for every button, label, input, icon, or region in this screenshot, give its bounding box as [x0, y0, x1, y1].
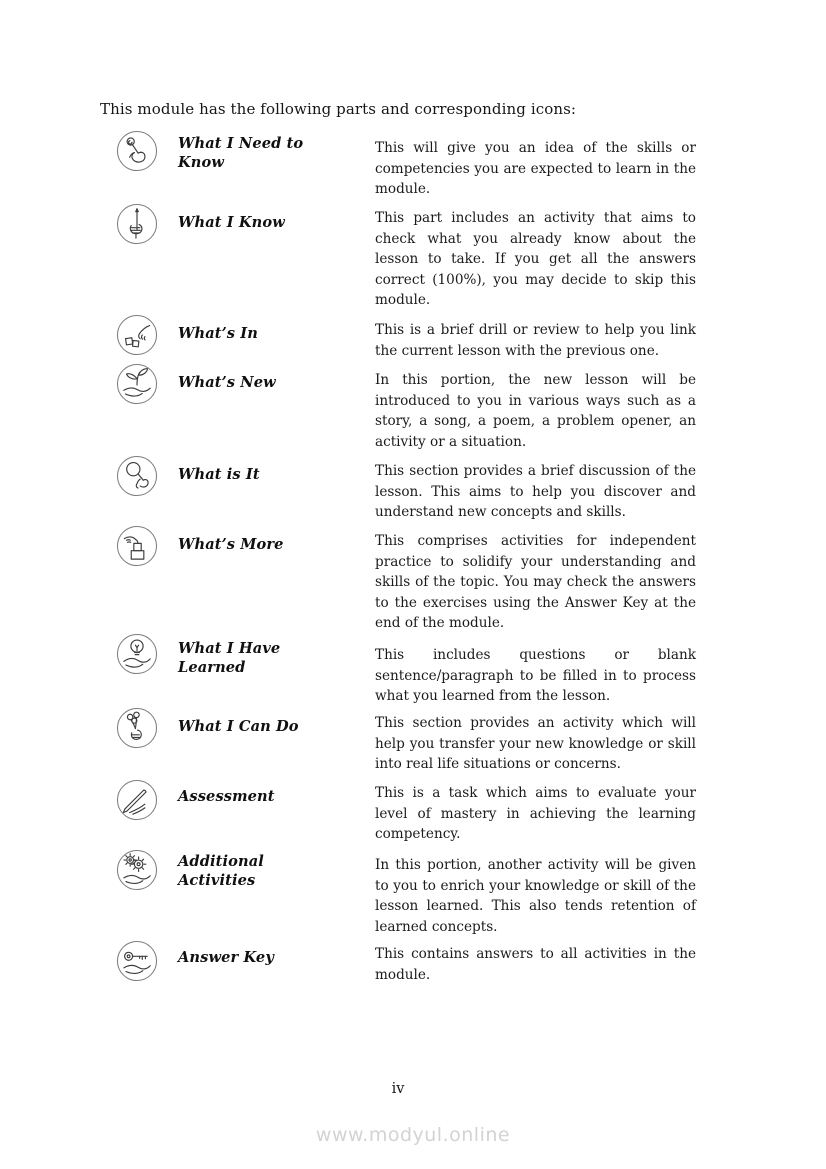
- module-part-label: What’s More: [178, 536, 284, 553]
- module-part-label: What is It: [178, 466, 260, 483]
- module-part-description: This is a brief drill or review to help you link the current lesson with the previous one.: [375, 322, 696, 359]
- hand-holding-pencil-icon: [116, 203, 158, 245]
- module-part-description: This comprises activities for independent practice to solidify your understanding and skills of the topic. You may check the answers to the exercises using the Answer Key at the end of the module.: [375, 533, 696, 632]
- hand-with-sprout-icon: [116, 363, 158, 405]
- module-part-description: This is a task which aims to evaluate your level of mastery in achieving the learning competency.: [375, 785, 696, 843]
- module-part-label: Additional Activities: [178, 853, 264, 889]
- module-part-label: What’s New: [178, 374, 276, 391]
- module-part-label: Assessment: [178, 788, 275, 805]
- module-part-description: In this portion, the new lesson will be introduced to you in various ways such as a story, a song, a poem, a problem opener, an activity or a situation.: [375, 372, 696, 450]
- module-part-description: This section provides an activity which will help you transfer your new knowledge or skill into real life situations or concerns.: [375, 715, 696, 773]
- watermark-text: www.modyul.online: [315, 1124, 511, 1146]
- module-part-label: Answer Key: [178, 949, 274, 966]
- hand-with-flowers-icon: [116, 707, 158, 749]
- hand-touch-target-icon: [116, 130, 158, 172]
- module-part-label: What I Need to Know: [178, 135, 304, 171]
- hand-with-key-icon: [116, 940, 158, 982]
- hand-with-blocks-icon: [116, 314, 158, 356]
- module-part-label: What I Know: [178, 214, 285, 231]
- module-part-description: This section provides a brief discussion of the lesson. This aims to help you discover and understand new concepts and skills.: [375, 463, 696, 521]
- module-part-label: What I Can Do: [178, 718, 299, 735]
- module-part-label: What I Have Learned: [178, 640, 281, 676]
- module-part-description: This contains answers to all activities in the module.: [375, 946, 696, 983]
- module-part-description: This includes questions or blank sentence/paragraph to be filled in to process what you learned from the lesson.: [375, 647, 696, 705]
- hand-stacking-blocks-icon: [116, 525, 158, 567]
- hand-with-magnifier-icon: [116, 455, 158, 497]
- intro-text: This module has the following parts and corresponding icons:: [100, 100, 577, 118]
- module-part-description: This part includes an activity that aims to check what you already know about the lesson to take. If you get all the answers correct (100%), you may decide to skip this module.: [375, 210, 696, 309]
- module-part-label: What’s In: [178, 325, 258, 342]
- module-part-description: In this portion, another activity will be given to you to enrich your knowledge or skill of the lesson learned. This also tends retention of learned concepts.: [375, 857, 696, 935]
- hand-with-gears-icon: [116, 849, 158, 891]
- module-part-description: This will give you an idea of the skills or competencies you are expected to learn in the module.: [375, 140, 696, 198]
- hand-writing-pen-icon: [116, 779, 158, 821]
- hand-with-lightbulb-icon: [116, 633, 158, 675]
- page-number: iv: [391, 1081, 405, 1097]
